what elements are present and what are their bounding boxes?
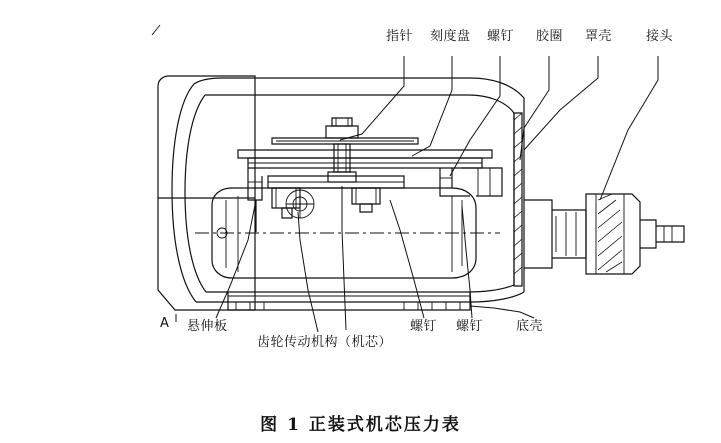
label-connector: 接头 <box>646 29 674 44</box>
label-bottom-case: 底壳 <box>516 319 544 334</box>
label-gear-mechanism: 齿轮传动机构（机芯） <box>257 335 393 350</box>
label-screw-right: 螺钉 <box>456 319 484 334</box>
label-rubber-ring: 胶圈 <box>536 29 564 44</box>
label-section-mark-a: A <box>160 316 170 331</box>
label-screw-top: 螺钉 <box>487 29 515 44</box>
figure-caption: 图 1 正装式机芯压力表 <box>260 415 461 435</box>
label-screw-left: 螺钉 <box>410 319 438 334</box>
label-pointer: 指针 <box>386 29 414 44</box>
label-dial: 刻度盘 <box>430 29 471 44</box>
label-cantilever-plate: 悬伸板 <box>187 319 228 334</box>
label-cover-case: 罩壳 <box>585 29 613 44</box>
